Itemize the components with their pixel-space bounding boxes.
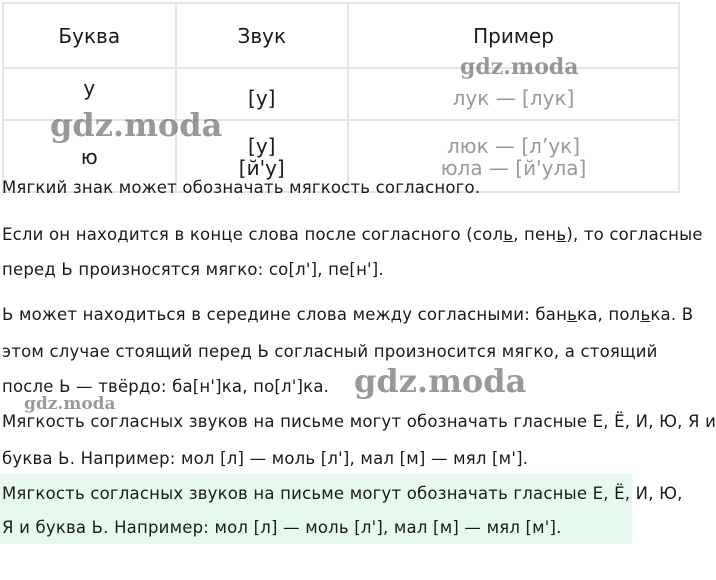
text-fragment: Ь может находиться в середине слова между согласными: бан [2,305,568,324]
paragraph-end-of-word-line2: перед Ь произносятся мягко: со[л'], пе[н']. [2,260,384,279]
highlight-vowels-line1: Мягкость согласных звуков на письме могут обозначать гласные Е, Ё, И, Ю, [2,484,683,503]
paragraph-middle-line3: после Ь — твёрдо: ба[н']ка, по[л']ка. [2,377,330,396]
text-fragment: ка, пол [577,305,641,324]
letter-u: у [83,76,96,100]
text-fragment: Если он находится в конце слова после согласного (сол [2,225,504,244]
paragraph-vowels-line1: Мягкость согласных звуков на письме могут обозначать гласные Е, Ё, И, Ю, Я и [2,412,716,431]
watermark: gdz.moda [354,362,527,400]
sound-u: [у] [248,86,276,110]
highlight-vowels-line2: Я и буква Ь. Например: мол [л] — моль [л'], мал [м] — мял [м']. [2,518,562,537]
underlined-soft-sign: ь [567,305,578,324]
watermark: gdz.moda [460,54,579,80]
letter-yu: ю [80,145,98,169]
paragraph-middle-line2: этом случае стоящий перед Ь согласный произносится мягко, а стоящий [2,342,658,361]
underlined-soft-sign: ь [640,305,651,324]
sound-yu: [й'у] [238,156,285,180]
paragraph-middle-line1 [2,305,693,325]
letters-table [2,2,680,193]
watermark: gdz.moda [24,394,116,414]
underlined-soft-sign: ь [556,225,567,244]
header-sound: Звук [176,3,348,68]
alphabet-table [0,0,680,180]
header-letter: Буква [3,3,176,68]
paragraph-vowels-line2: буква Ь. Например: мол [л] — моль [л'], мал [м] — мял [м']. [2,449,529,468]
example-yula: юла — [й'ула] [440,156,587,180]
sound-u-soft: [у] [248,134,276,158]
example-lyuk: люк — [л’ук] [446,134,581,158]
paragraph-end-of-word-line1 [2,225,703,245]
header-example: Пример [348,3,679,68]
example-luk: лук — [лук] [452,86,575,110]
text-fragment: ка. В [650,305,694,324]
watermark: gdz.moda [50,106,223,144]
text-fragment: ), то согласные [566,225,703,244]
paragraph-soft-sign: Мягкий знак может обозначать мягкость согласного. [2,178,481,197]
text-fragment: , пен [513,225,557,244]
underlined-soft-sign: ь [503,225,514,244]
